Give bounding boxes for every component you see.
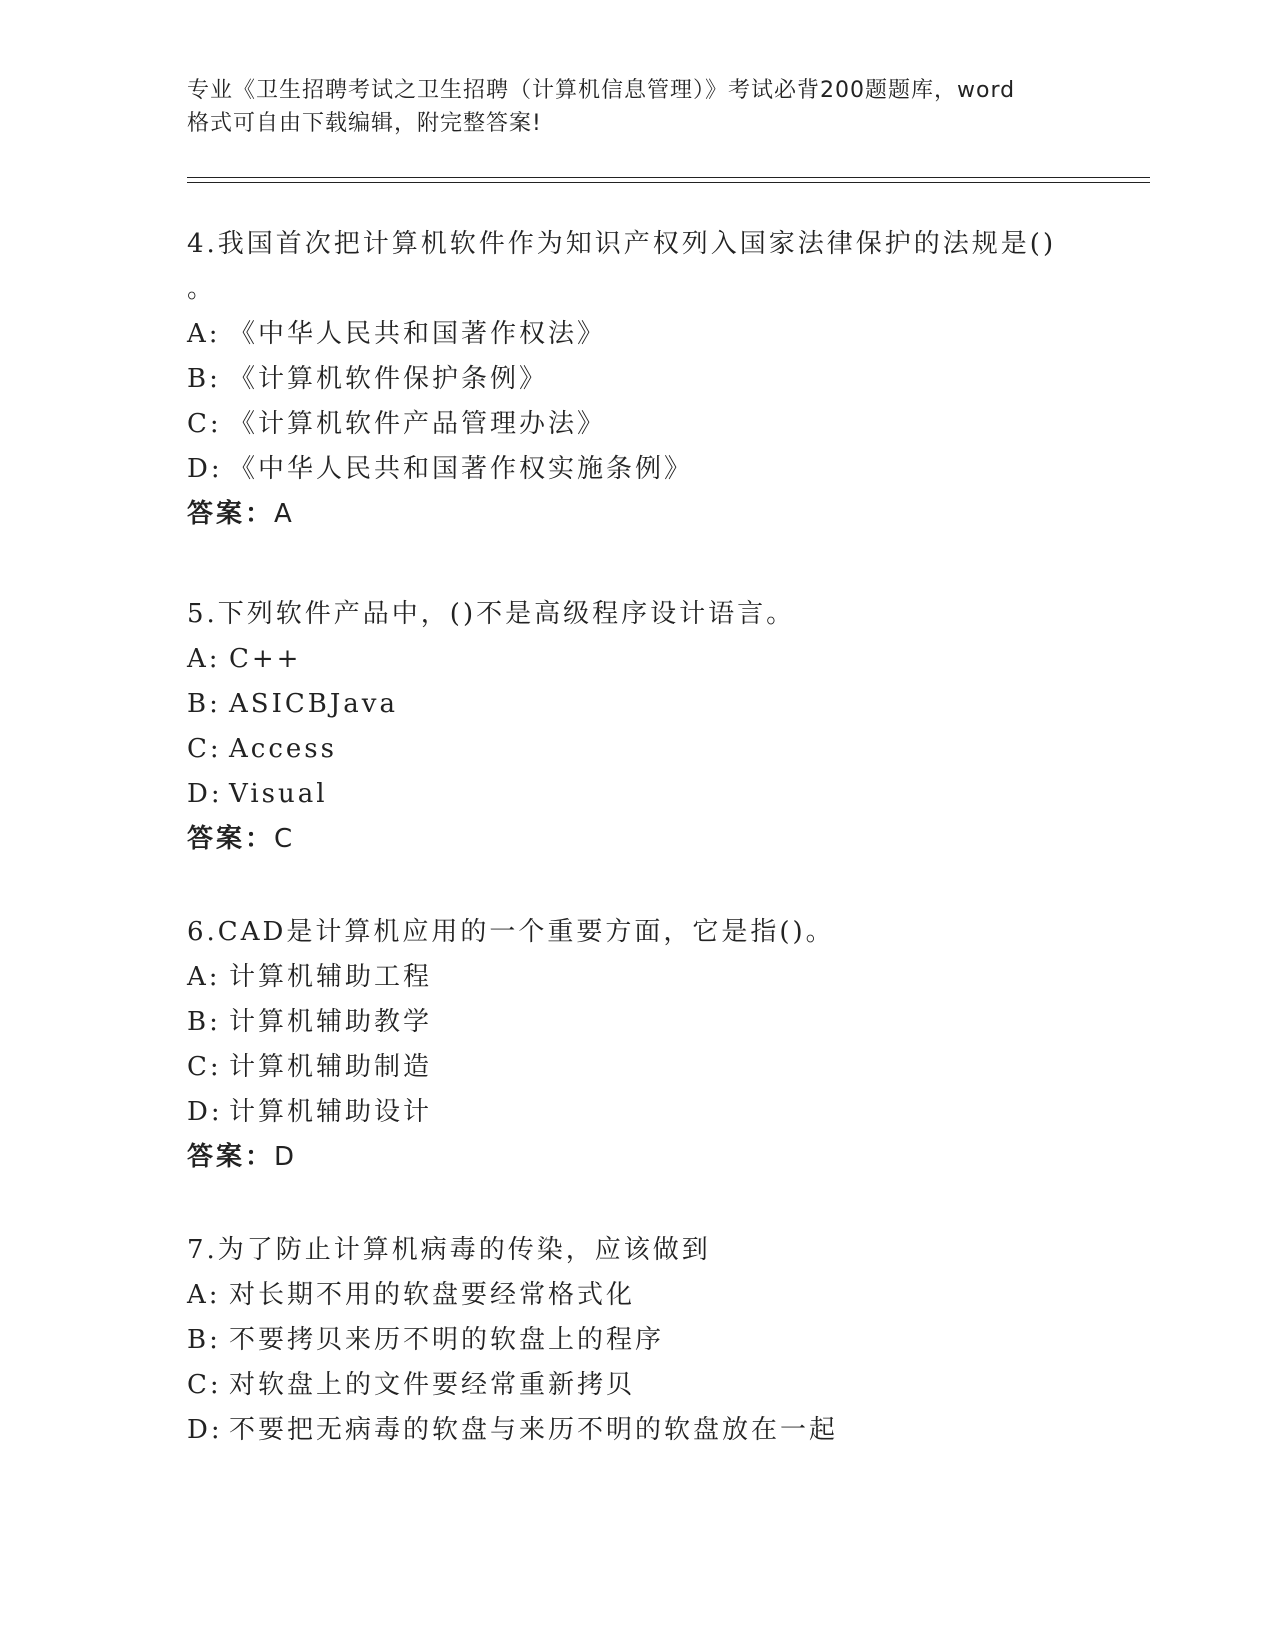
option-text: 对软盘上的文件要经常重新拷贝 <box>229 1370 636 1400</box>
question-4 <box>187 222 1087 537</box>
question-6 <box>187 910 1087 1180</box>
option-text: ASICBJava <box>229 689 398 719</box>
option-key: D: <box>187 454 223 484</box>
option-d <box>187 1408 1087 1453</box>
answer-value: C <box>274 824 295 854</box>
answer-label: 答案： <box>187 1142 275 1172</box>
option-key: B: <box>187 1007 221 1037</box>
header-line-1: 专业《卫生招聘考试之卫生招聘（计算机信息管理）》考试必背200题题库，word <box>187 78 1016 103</box>
option-key: C: <box>187 734 222 764</box>
question-stem-continuation: 。 <box>187 274 217 304</box>
option-text: 不要把无病毒的软盘与来历不明的软盘放在一起 <box>229 1415 839 1445</box>
option-key: D: <box>187 1097 223 1127</box>
answer-line <box>187 492 1087 537</box>
option-d <box>187 772 1087 817</box>
question-stem: 4.我国首次把计算机软件作为知识产权列入国家法律保护的法规是() <box>187 229 1057 259</box>
answer-line <box>187 817 1087 862</box>
option-text: 《中华人民共和国著作权法》 <box>229 319 607 349</box>
option-b <box>187 1318 1087 1363</box>
option-key: C: <box>187 1370 222 1400</box>
option-text: 对长期不用的软盘要经常格式化 <box>229 1280 636 1310</box>
option-text: 《计算机软件保护条例》 <box>229 364 549 394</box>
answer-value: D <box>274 1142 297 1172</box>
option-a <box>187 637 1087 682</box>
option-text: Visual <box>229 779 328 809</box>
option-a <box>187 955 1087 1000</box>
answer-line <box>187 1135 1087 1180</box>
header-line-2: 格式可自由下载编辑，附完整答案! <box>187 111 542 136</box>
option-text: 计算机辅助教学 <box>229 1007 433 1037</box>
option-c <box>187 402 1087 447</box>
option-key: B: <box>187 689 221 719</box>
option-b <box>187 682 1087 727</box>
answer-value: A <box>274 499 294 529</box>
option-a <box>187 312 1087 357</box>
option-text: 计算机辅助制造 <box>229 1052 433 1082</box>
option-d <box>187 447 1087 492</box>
option-key: B: <box>187 1325 221 1355</box>
option-text: 计算机辅助工程 <box>229 962 433 992</box>
option-c <box>187 727 1087 772</box>
option-key: D: <box>187 779 223 809</box>
option-key: C: <box>187 409 222 439</box>
option-key: A: <box>187 1280 221 1310</box>
question-stem: 7.为了防止计算机病毒的传染，应该做到 <box>187 1235 711 1265</box>
option-text: 计算机辅助设计 <box>229 1097 433 1127</box>
option-key: B: <box>187 364 221 394</box>
option-key: A: <box>187 644 221 674</box>
question-stem: 5.下列软件产品中，()不是高级程序设计语言。 <box>187 599 796 629</box>
question-5 <box>187 592 1087 862</box>
option-a <box>187 1273 1087 1318</box>
option-b <box>187 357 1087 402</box>
option-d <box>187 1090 1087 1135</box>
option-key: C: <box>187 1052 222 1082</box>
option-text: Access <box>229 734 337 764</box>
option-text: C++ <box>229 644 302 674</box>
option-key: D: <box>187 1415 223 1445</box>
option-b <box>187 1000 1087 1045</box>
header-divider-top <box>187 177 1150 178</box>
option-key: A: <box>187 962 221 992</box>
answer-label: 答案： <box>187 499 275 529</box>
option-text: 《计算机软件产品管理办法》 <box>229 409 607 439</box>
question-stem: 6.CAD是计算机应用的一个重要方面，它是指()。 <box>187 917 835 947</box>
answer-label: 答案： <box>187 824 275 854</box>
option-c <box>187 1363 1087 1408</box>
option-c <box>187 1045 1087 1090</box>
option-text: 不要拷贝来历不明的软盘上的程序 <box>229 1325 665 1355</box>
option-text: 《中华人民共和国著作权实施条例》 <box>229 454 694 484</box>
question-7 <box>187 1228 1087 1453</box>
header-divider-bottom <box>187 182 1150 183</box>
document-header <box>187 74 1087 140</box>
option-key: A: <box>187 319 221 349</box>
